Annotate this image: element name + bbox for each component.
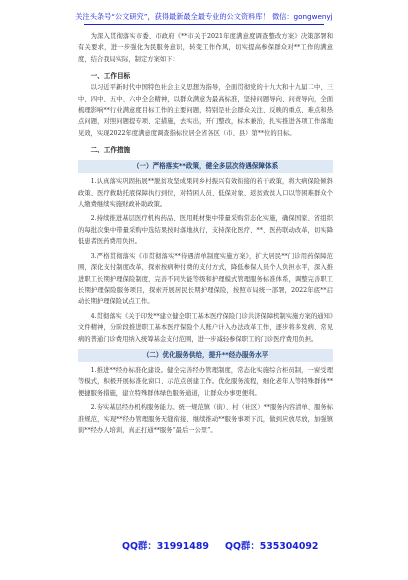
policy-paragraph-1: 1.认真落实巩固拓展**脱贫攻坚成果同乡村振兴有效衔接的若干政策，将大病保险倾斜政策、医疗救助托底保障执行到位，对特困人员、低保对象、返贫致贫人口以等困难群众个人缴费继续实施财政补助政策。 <box>78 178 333 209</box>
top-banner <box>0 12 408 22</box>
banner-wechat-text: 微信：gongwenyj <box>271 12 333 21</box>
intro-paragraph: 为深入贯彻落实市委、市政府《**市关于2021年度满意度调查整改方案》决策部署和有关要求，进一步强化为民服务意识，转变工作作风，切实提高参保群众对**工作的满意度，结合我局实际，制定方案如下： <box>78 33 333 63</box>
footer <box>0 538 408 552</box>
policy-paragraph-2: 2.持续推进基层医疗机构药品、医用耗材集中带量采购常态化实施，确保国家、省组织的每批次集中带量采购中选结果按时落地执行，支持深化医疗、**、医药联动改革，切实降低患者医药费用负担。 <box>78 215 333 246</box>
section-heading-goals: 一、工作目标 <box>90 72 131 81</box>
banner-underline <box>84 24 324 25</box>
subsection-heading-service: （二）优化服务供给，提升**经办服务水平 <box>78 349 333 362</box>
footer-qq-group-2: QQ群：535304092 <box>225 541 319 552</box>
document-body <box>78 31 333 436</box>
goals-paragraph: 以习近平新时代中国特色社会主义思想为指导，全面贯彻党的十九大和十九届二中、三中、四中、五中、六中全会精神，以群众满意为最高标准，坚持问题导向、问责导向，全面梳理影响**行业满意度目标工作的主要问题，特别是社会群众关注、反映的重点、难点和热点问题，对照问题提专项、定措施，去实出，开门整改，标本兼治，扎实推进各项工作落地见效，实现2022年度满意度调查指标位居全省各区（市、县）第**位的目标。 <box>78 84 333 137</box>
subsection-heading-policy: （一）严格落实**政策，健全多层次待遇保障体系 <box>78 160 333 173</box>
section-heading-measures: 二、工作措施 <box>90 146 131 155</box>
banner-promo-text: 关注头条号“公文研究”，获得最新最全最专业的公文资料库！ <box>75 12 270 21</box>
service-paragraph-1: 1.推进**经办标准化建设。健全完善经办管理制度，常态化实施综合柜员制，一窗受理等模式，积极开展标准化窗口、示范点创建工作。优化服务流程，细化老年人等特殊群体**便捷服务措施，建立特殊群体绿色服务通道，让群众办事更便利。 <box>78 366 333 397</box>
service-paragraph-2: 2.夯实基层经办机构服务能力。统一规范镇（街）、村（社区）**服务内容清单、服务标准规范，实现**经办管理服务无缝衔接、继续推动**服务事项下沉，做到应放尽放，加强镇街**经办人培训，真正打通**服务“最后一公里”。 <box>78 404 333 434</box>
policy-paragraph-3: 3.严格贯彻落实《市贯彻落实**待遇清单制度实施方案》，扩大居民**门诊用药保障范围，深化支付制度改革，探索按病种付费的支付方式，降低参保人员个人负担水平，深入推进职工长期护理保险制度，完善不同失能等级和护理模式管理服务标准体系，调整完善职工长期护理保险服务项目，探索开展居民长期护理保险，按照市局统一部署，2022年底**启动长期护理保险试点工作。 <box>78 252 333 306</box>
policy-paragraph-4: 4.贯彻落实《关于印发**建立健全职工基本医疗保险门诊共济保障机制实施方案的通知》文件精神，分阶段推进职工基本医疗保险个人账户计入办法改革工作，逐步将多发病、常见病的普通门诊费用纳入统筹基金支付范围，进一步减轻参保职工的门诊医疗费用负担。 <box>78 312 333 343</box>
footer-qq-group-1: QQ群：31991489 <box>122 541 209 552</box>
